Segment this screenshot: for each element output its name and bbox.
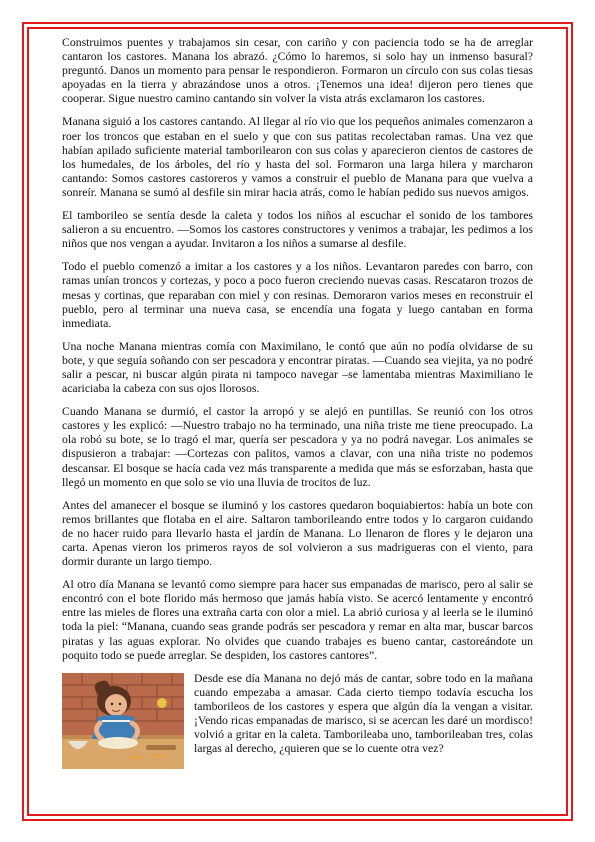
final-paragraph: Desde ese día Manana no dejó más de cantar, sobre todo en la mañana cuando empezaba a amasar. Cada cierto tiempo todavía escucha los tamborileos de los castores y espera que algún día la vengan a visitar. ¡Vendo ricas empanadas de marisco, si se acercan les daré un mordisco! volvió a gritar en la caleta. Tamborileaba uno, tamborileaban tres, colas largas al derecho, ¿quieren que se lo cuente otra vez? <box>194 671 533 756</box>
paragraph-4: Todo el pueblo comenzó a imitar a los castores y a los niños. Levantaron paredes con barro, con ramas unían troncos y cortezas, y poco a poco fueron creciendo nuevas casas. Rescataron trozos de mesas y cortinas, que reparaban con miel y con resinas. Demoraron varios meses en reconstruir el pueblo, pero al terminar una nueva casa, se encendía una fogata y luego cantaban en forma inmediata. <box>62 260 533 330</box>
paragraph-3: El tamborileo se sentía desde la caleta y todos los niños al escuchar el sonido de los tambores salieron a su encuentro. —Somos los castores constructores y venimos a trabajar, les pedimos a los niños que nos vengan a ayudar. Invitaron a los niños a sumarse al desfile. <box>62 209 533 251</box>
final-section <box>62 672 533 769</box>
paragraph-7: Antes del amanecer el bosque se iluminó y los castores quedaron boquiabiertos: había un bote con remos brillantes que flotaba en el aire. Saltaron tamborileando entre todos y lo cargaron cuidando de no hacer ruido para llevarlo hasta el jardín de Manana. Lo llenaron de flores y le dejaron una carta. Apenas vieron los primeros rayos de sol volvieron a sus madrigueras con el viento, para dormir durante un largo tiempo. <box>62 498 533 569</box>
paragraph-2: Manana siguió a los castores cantando. Al llegar al río vio que los pequeños animales comenzaron a roer los troncos que estaban en el suelo y que con sus patitas recolectaban ramas. Una vez que habían apilado suficiente material tamborilearon con sus colas y aparecieron cientos de castores de los humedales, de los árboles, del río y hasta del sol. Formaron una larga hilera y marcharon cantando: Somos castores castoreros y vamos a construir el pueblo de Manana para que vuelva a sonreír. Manana se sumó al desfile sin mirar hacia atrás, como le habían pedido sus nuevos amigos. <box>62 115 533 199</box>
paragraph-5: Una noche Manana mientras comía con Maximilano, le contó que aún no podía olvidarse de su bote, y que seguía soñando con ser pescadora y encontrar piratas. —Cuando sea viejita, ya no podré salir a pescar, ni buscar algún pirata ni tampoco navegar –se lamentaba mientras Maximiliano le acariciaba la cabeza con sus ojos llorosos. <box>62 339 533 396</box>
girl-kneading-dough-illustration <box>62 673 184 769</box>
paragraph-8: Al otro día Manana se levantó como siempre para hacer sus empanadas de marisco, pero al salir se encontró con el bote florido más hermoso que jamás había visto. Se acercó lentamente y encontró entre las mieles de flores una extraña carta con olor a miel. La abrió curiosa y al leerla se le iluminó toda la piel: “Manana, cuando seas grande podrás ser pescadora y remar en alta mar, buscar barcos piratas y las aguas explorar. No olvides que cuando trabajes es bueno cantar, castoreándote un poquito todo se puede arreglar. Se despiden, los castores cantores”. <box>62 578 533 662</box>
paragraph-1: Construimos puentes y trabajamos sin cesar, con cariño y con paciencia todo se ha de arreglar cantaron los castores. Manana los abrazó. ¿Cómo lo haremos, si solo hay un inmenso basural? preguntó. Danos un momento para pensar le respondieron. Formaron un círculo con sus colas tiesas apoyadas en la tierra y abrazándose unos a otros. ¡Tenemos una idea! dijeron pero tienes que cooperar. Sigue nuestro camino cantando sin volver la vista atrás exclamaron los castores. <box>62 36 533 106</box>
paragraph-6: Cuando Manana se durmió, el castor la arropó y se alejó en puntillas. Se reunió con los otros castores y les explicó: —Nuestro trabajo no ha terminado, una niña triste me tiene preocupado. La ola robó su bote, se lo tragó el mar, quería ser pescadora y ya no podrá navegar. Los animales se dispusieron a trabajar: —Cortezas con palitos, vamos a clavar, con una niña triste no podemos descansar. El bosque se hacía cada vez más transparente a medida que más se esforzaban, hasta que llegó un momento en que solo se vio una lluvia de trocitos de luz. <box>62 405 533 489</box>
story-text <box>62 36 533 769</box>
